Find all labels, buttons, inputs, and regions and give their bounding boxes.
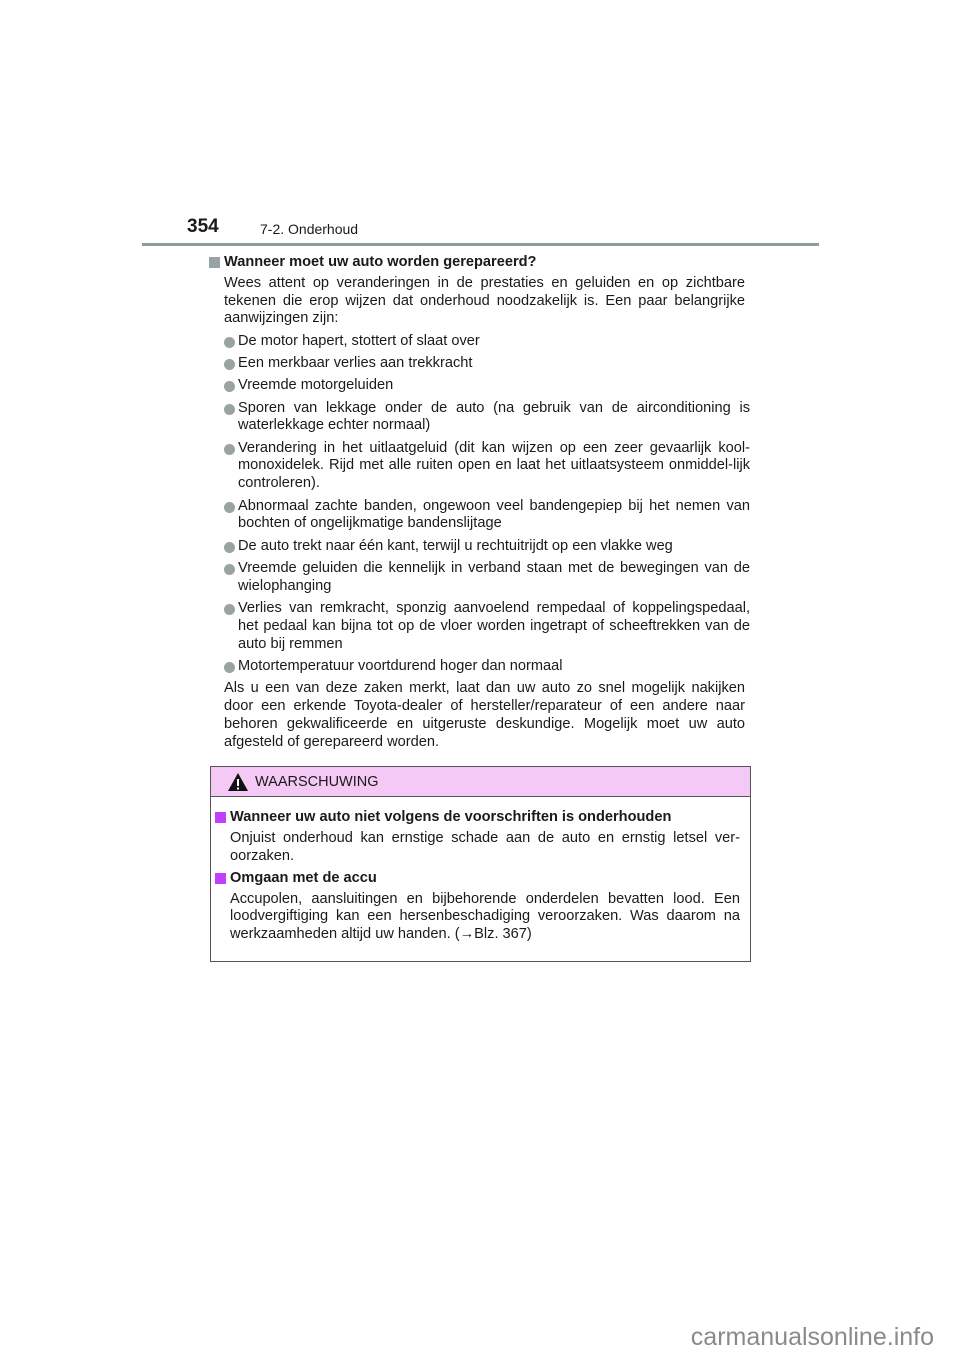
list-item-text: Verlies van remkracht, sponzig aanvoelend rempedaal of koppelingspedaal, het pedaal kan bijna tot op de vloer worden ingetrapt of scheeftrekken van de auto bij remmen — [238, 600, 750, 652]
list-item — [224, 400, 750, 436]
list-item-text: De motor hapert, stottert of slaat over — [238, 332, 480, 349]
section-title: 7-2. Onderhoud — [260, 221, 359, 237]
list-item — [224, 440, 750, 493]
warning-body — [211, 797, 750, 944]
list-item — [224, 600, 750, 653]
list-item-text: Sporen van lekkage onder de auto (na gebruik van de airconditioning is waterlekkage echter normaal) — [238, 399, 750, 434]
list-item — [224, 333, 750, 351]
bullet-list — [209, 333, 750, 676]
bullet-icon — [224, 564, 235, 575]
warning-title: WAARSCHUWING — [255, 773, 379, 790]
closing-paragraph: Als u een van deze zaken merkt, laat dan uw auto zo snel mogelijk nakijken door een erkende Toyota-dealer of hersteller/reparateur of een andere naar behoren gekwalificeerde en uitgeruste deskundige. Mogelijk moet uw auto afgesteld of gerepareerd worden. — [224, 680, 745, 750]
list-item-text: Motortemperatuur voortdurend hoger dan normaal — [238, 657, 563, 674]
section-heading — [209, 254, 750, 272]
bullet-icon — [224, 662, 235, 673]
warning-section-heading — [215, 809, 740, 827]
list-item — [224, 538, 750, 556]
main-content — [209, 254, 750, 756]
page-number: 354 — [187, 216, 219, 237]
list-item-text: Abnormaal zachte banden, ongewoon veel bandengepiep bij het nemen van bochten of ongelijkmatige bandenslijtage — [238, 497, 750, 532]
bullet-icon — [224, 381, 235, 392]
heading-text: Wanneer uw auto niet volgens de voorschriften is onderhouden — [230, 809, 672, 825]
header-divider — [142, 243, 819, 246]
bullet-icon — [224, 444, 235, 455]
bullet-icon — [224, 604, 235, 615]
warning-triangle-icon — [227, 772, 249, 792]
list-item-text: Vreemde geluiden die kennelijk in verband staan met de bewegingen van de wielophanging — [238, 559, 750, 594]
list-item — [224, 377, 750, 395]
list-item — [224, 355, 750, 373]
list-item — [224, 560, 750, 596]
list-item-text: De auto trekt naar één kant, terwijl u rechtuitrijdt op een vlakke weg — [238, 537, 673, 554]
warning-header — [211, 767, 750, 797]
list-item — [224, 658, 750, 676]
intro-paragraph: Wees attent op veranderingen in de prestaties en geluiden en op zichtbare tekenen die erop wijzen dat onderhoud noodzakelijk is. Een paar belangrijke aanwijzingen zijn: — [224, 274, 745, 327]
bullet-icon — [224, 404, 235, 415]
warning-box — [210, 766, 751, 962]
watermark: carmanualsonline.info — [690, 1323, 934, 1351]
warning-section-text: Onjuist onderhoud kan ernstige schade aan de auto en ernstig letsel ver-oorzaken. — [230, 829, 740, 864]
warning-section-text: Accupolen, aansluitingen en bijbehorende onderdelen bevatten lood. Een loodvergiftiging kan een hersenbeschadiging veroorzaken. Was daarom na werkzaamheden altijd uw handen. (→Blz. 367) — [230, 890, 740, 943]
bullet-icon — [224, 542, 235, 553]
warning-section-heading — [215, 870, 740, 888]
heading-text: Omgaan met de accu — [230, 869, 377, 886]
square-bullet-icon — [209, 257, 220, 268]
list-item-text: Een merkbaar verlies aan trekkracht — [238, 354, 473, 371]
list-item-text: Verandering in het uitlaatgeluid (dit kan wijzen op een zeer gevaarlijk kool-monoxidelek. Rijd met alle ruiten open en laat het uitlaatsysteem onmiddel-lijk controleren). — [238, 439, 750, 492]
square-bullet-icon — [215, 873, 226, 884]
bullet-icon — [224, 359, 235, 370]
heading-text: Wanneer moet uw auto worden gerepareerd? — [224, 254, 537, 270]
list-item — [224, 498, 750, 534]
bullet-icon — [224, 502, 235, 513]
list-item-text: Vreemde motorgeluiden — [238, 377, 394, 394]
square-bullet-icon — [215, 812, 226, 823]
bullet-icon — [224, 337, 235, 348]
